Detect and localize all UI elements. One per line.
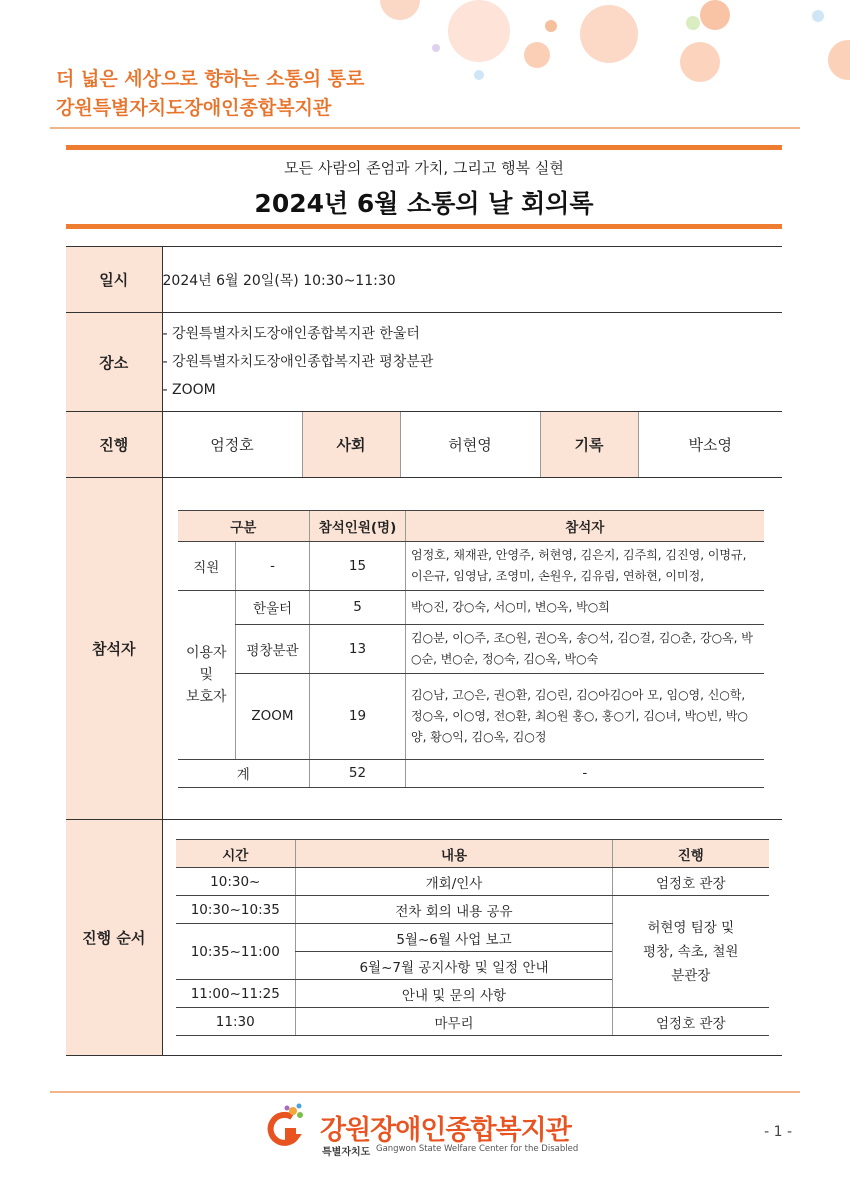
logo-icon: [266, 1103, 306, 1153]
place-row: [66, 313, 782, 412]
decoration-circle: [432, 44, 440, 52]
sub-category: 평창분관: [236, 624, 310, 673]
record-value: 박소영: [638, 412, 782, 478]
schedule-time: 11:00~11:25: [176, 980, 296, 1008]
date-row: [66, 247, 782, 313]
schedule-row: [66, 820, 782, 1056]
table-row: [176, 896, 769, 924]
schedule-time: 10:30~10:35: [176, 896, 296, 924]
col-header-time: 시간: [176, 840, 296, 868]
table-row: [176, 868, 769, 896]
attendee-count: 19: [310, 673, 406, 759]
schedule-lead: 엄정호 관장: [613, 868, 769, 896]
total-row: [178, 759, 764, 787]
decoration-circle: [474, 70, 484, 80]
logo-name: 강원장애인종합복지관: [320, 1115, 571, 1146]
slogan-line-2: 강원특별자치도장애인종합복지관: [56, 97, 332, 119]
title-top-bar: [66, 145, 782, 150]
attendee-names: 김○분, 이○주, 조○원, 권○옥, 송○석, 김○걸, 김○춘, 강○옥, 박○순, 변○순, 정○숙, 김○옥, 박○숙: [406, 624, 764, 673]
attendee-count: 13: [310, 624, 406, 673]
record-label: 기록: [540, 412, 638, 478]
schedule-lead-group: 허현영 팀장 및 평창, 속초, 철원 분관장: [613, 896, 769, 1008]
title-bottom-bar: [66, 224, 782, 229]
attendees-cell: [162, 478, 782, 820]
decoration-circle: [448, 0, 510, 62]
decoration-circle: [524, 42, 550, 68]
schedule-content: 개회/인사: [296, 868, 613, 896]
attendee-names: 김○남, 고○은, 권○환, 김○린, 김○아김○아 모, 임○영, 신○학, 정○옥, 이○영, 전○환, 최○원 홍○, 홍○기, 김○녀, 박○빈, 박○양, 황○익, 김○옥, 김○정: [406, 673, 764, 759]
page-title: 2024년 6월 소통의 날 회의록: [254, 189, 594, 218]
schedule-lead: 엄정호 관장: [613, 1008, 769, 1036]
decoration-circle: [686, 16, 700, 30]
schedule-content: 5월~6월 사업 보고: [296, 924, 613, 952]
schedule-content: 마무리: [296, 1008, 613, 1036]
table-row: [178, 673, 764, 759]
attendee-names: 박○진, 강○숙, 서○미, 변○옥, 박○희: [406, 590, 764, 624]
place-list: [162, 313, 782, 412]
progress-label: 진행: [66, 412, 162, 478]
schedule-table: [176, 839, 769, 1036]
attendee-count: 5: [310, 590, 406, 624]
total-count: 52: [310, 759, 406, 787]
category-users: 이용자 및 보호자: [178, 590, 236, 759]
total-names: -: [406, 759, 764, 787]
attendees-row: [66, 478, 782, 820]
attendee-names: 엄정호, 채재관, 안영주, 허현영, 김은지, 김주희, 김진영, 이명규, 이은규, 임영남, 조영미, 손원우, 김유림, 연하현, 이미정,: [406, 541, 764, 590]
header-divider: [50, 127, 800, 129]
attendee-count: 15: [310, 541, 406, 590]
place-label: 장소: [66, 313, 162, 412]
page-number: - 1 -: [764, 1124, 792, 1140]
slogan-line-1: 더 넓은 세상으로 향하는 소통의 통로: [56, 68, 365, 90]
col-header-lead: 진행: [613, 840, 769, 868]
col-header-count: 참석인원(명): [310, 510, 406, 541]
schedule-cell: [162, 820, 782, 1056]
progress-value: 엄정호: [162, 412, 302, 478]
sub-category: -: [236, 541, 310, 590]
place-item: - 강원특별자치도장애인종합복지관 한울터: [162, 326, 420, 342]
minutes-table: [66, 246, 782, 1056]
decoration-circle: [680, 42, 720, 82]
attendees-header: [178, 510, 764, 541]
host-value: 허현영: [400, 412, 540, 478]
col-header-category: 구분: [178, 510, 310, 541]
schedule-time: 10:35~11:00: [176, 924, 296, 980]
decoration-circle: [812, 10, 824, 22]
table-row: [176, 1008, 769, 1036]
place-item: - 강원특별자치도장애인종합복지관 평창분관: [162, 354, 434, 370]
schedule-content: 6월~7월 공지사항 및 일정 안내: [296, 952, 613, 980]
logo-english: Gangwon State Welfare Center for the Disabled: [376, 1144, 579, 1154]
schedule-content: 전차 회의 내용 공유: [296, 896, 613, 924]
schedule-time: 11:30: [176, 1008, 296, 1036]
decoration-circle: [380, 0, 420, 20]
attendees-label: 참석자: [66, 478, 162, 820]
table-row: [178, 590, 764, 624]
schedule-header: [176, 840, 769, 868]
footer-divider: [50, 1091, 800, 1093]
table-row: [178, 541, 764, 590]
schedule-label: 진행 순서: [66, 820, 162, 1056]
place-item: - ZOOM: [162, 382, 216, 398]
total-label: 계: [178, 759, 310, 787]
decoration-circle: [545, 20, 557, 32]
date-label: 일시: [66, 247, 162, 313]
decoration-circle: [828, 40, 850, 80]
progress-row: [66, 412, 782, 478]
logo-sub: 특별자치도: [322, 1147, 371, 1158]
schedule-content: 안내 및 문의 사항: [296, 980, 613, 1008]
sub-category: ZOOM: [236, 673, 310, 759]
attendees-table: [178, 510, 764, 788]
sub-category: 한울터: [236, 590, 310, 624]
page-subtitle: 모든 사람의 존엄과 가치, 그리고 행복 실현: [284, 159, 564, 177]
host-label: 사회: [302, 412, 400, 478]
col-header-content: 내용: [296, 840, 613, 868]
schedule-time: 10:30~: [176, 868, 296, 896]
decoration-circle: [700, 0, 730, 30]
table-row: [178, 624, 764, 673]
col-header-names: 참석자: [406, 510, 764, 541]
decoration-circle: [580, 5, 638, 63]
date-value: 2024년 6월 20일(목) 10:30~11:30: [162, 247, 782, 313]
category-staff: 직원: [178, 541, 236, 590]
